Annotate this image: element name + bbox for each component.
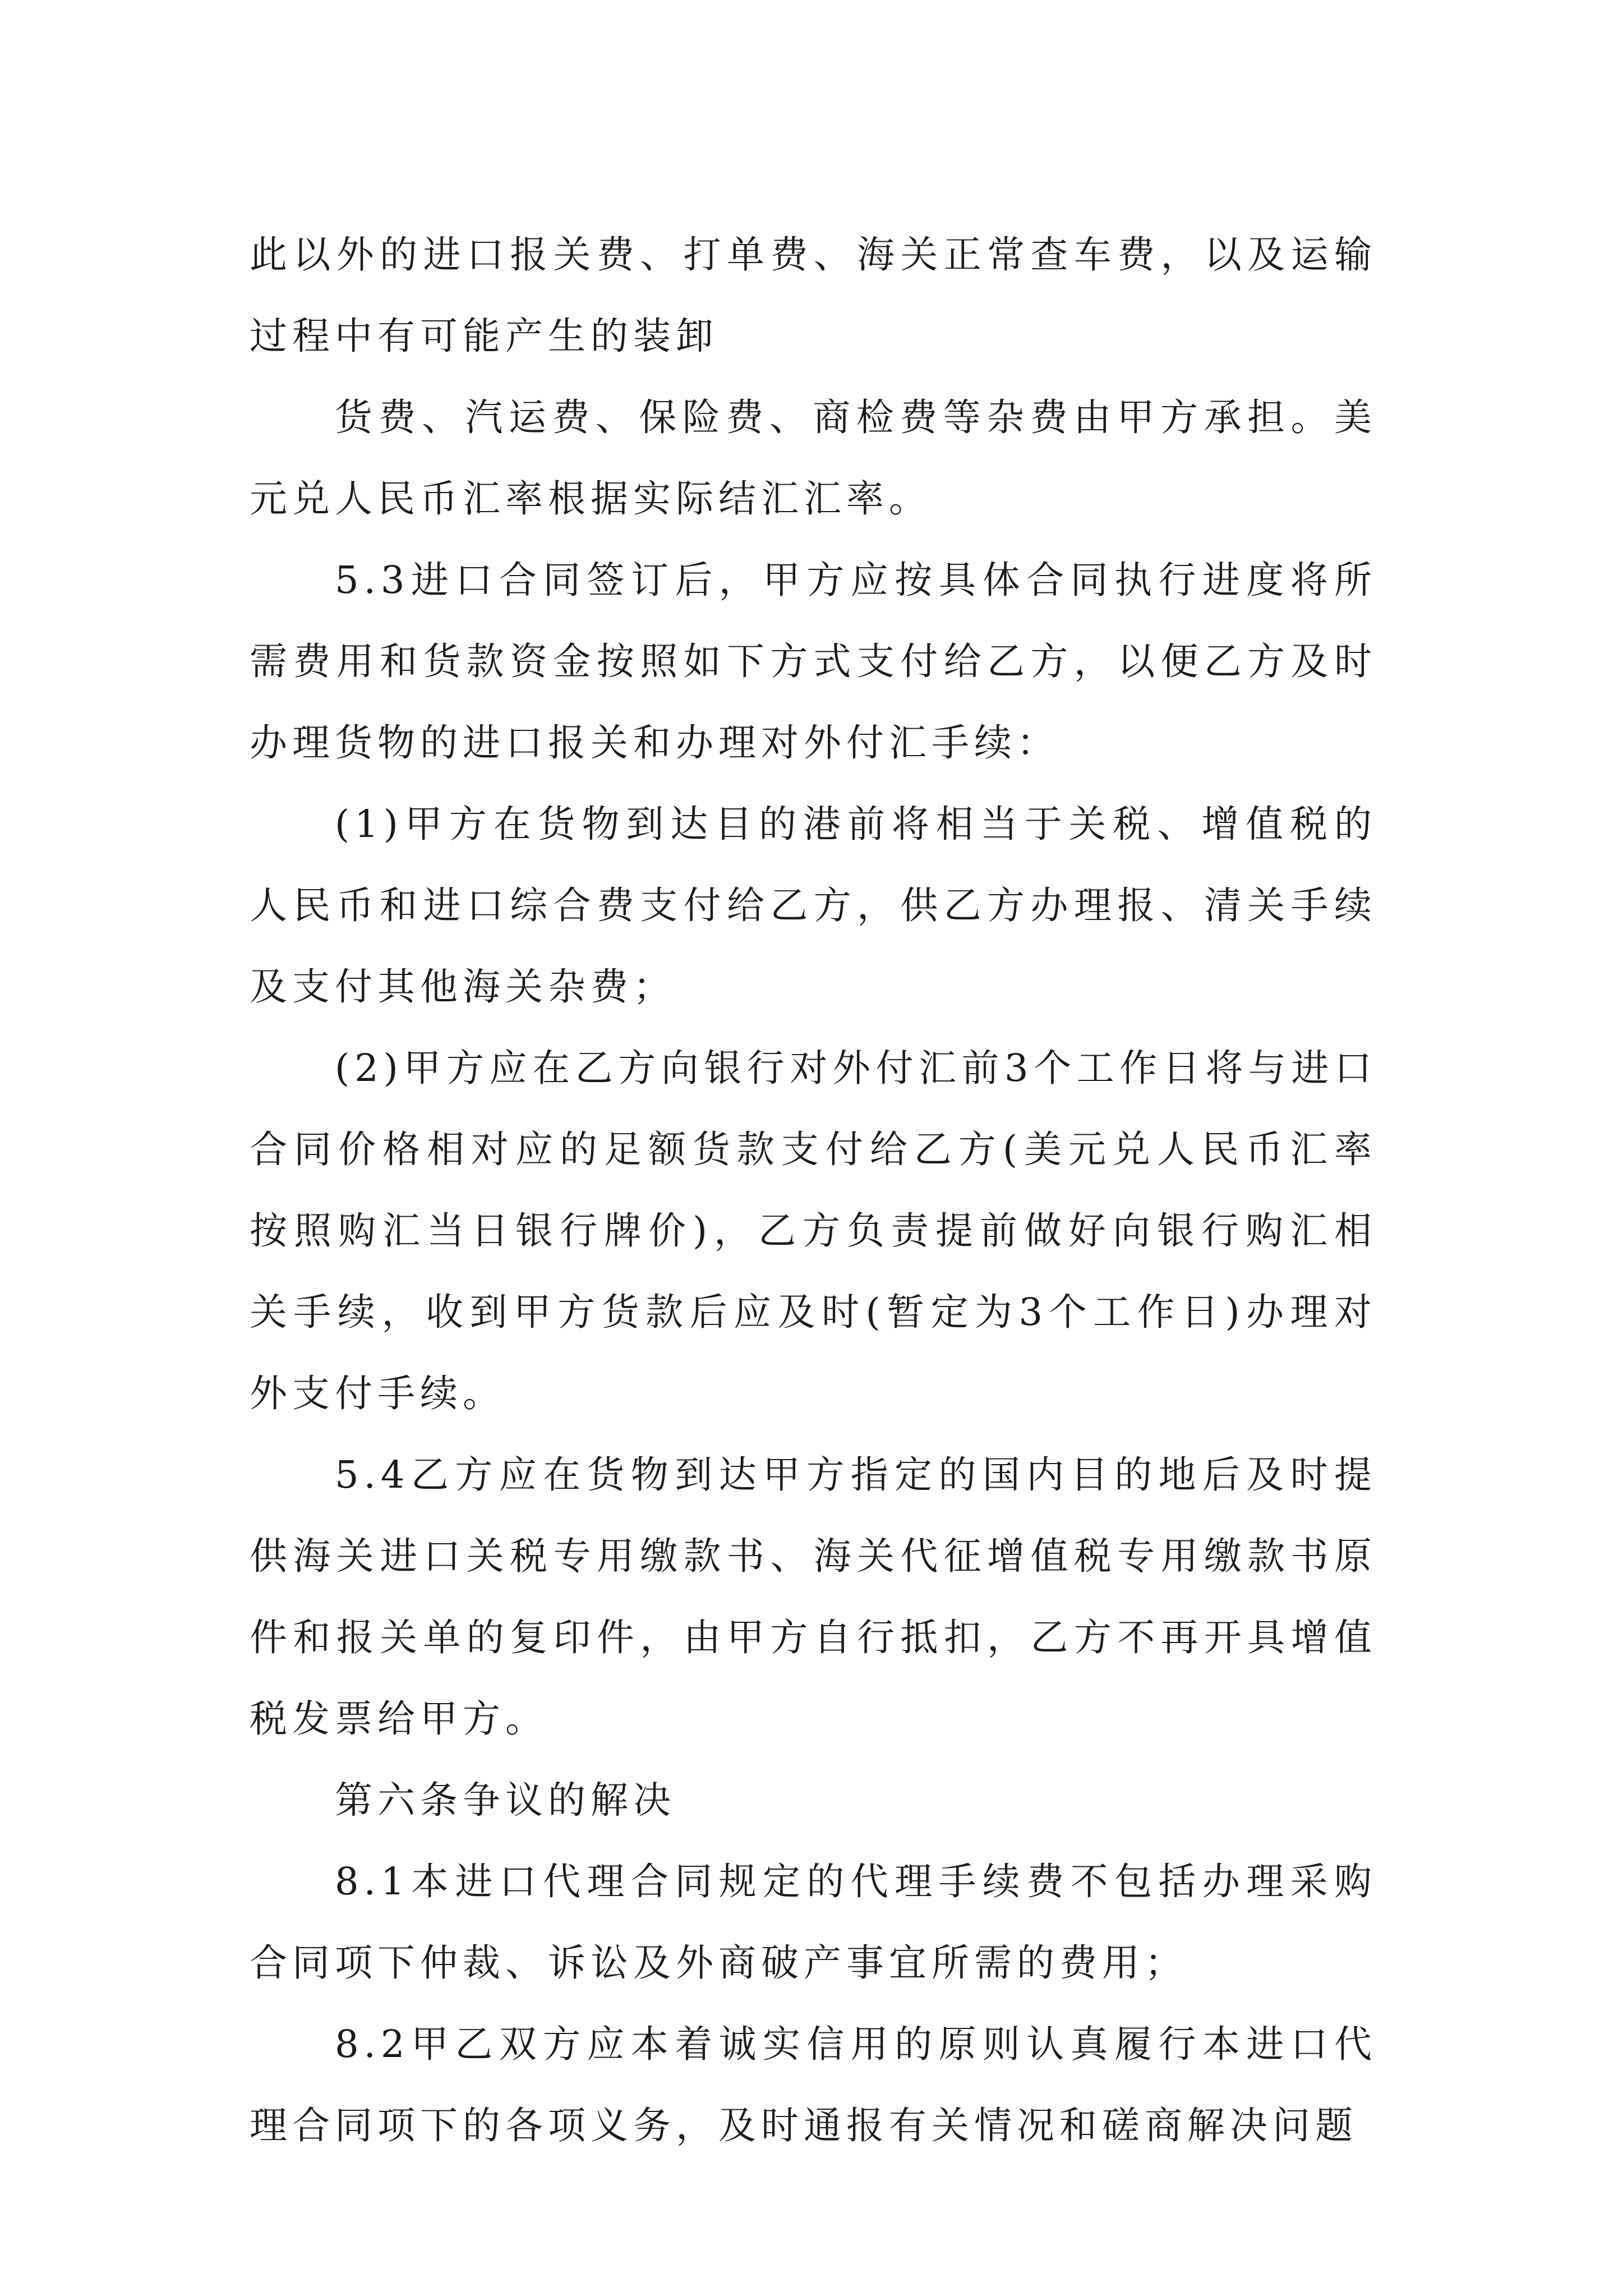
paragraph-2: 货费、汽运费、保险费、商检费等杂费由甲方承担。美元兑人民币汇率根据实际结汇汇率。 [250,395,1377,521]
paragraph-4: (1)甲方在货物到达目的港前将相当于关税、增值税的人民币和进口综合费支付给乙方，供乙方办理报、清关手续及支付其他海关杂费； [250,802,1377,1009]
paragraph-5: (2)甲方应在乙方向银行对外付汇前3个工作日将与进口合同价格相对应的足额货款支付给乙方(美元兑人民币汇率按照购汇当日银行牌价)，乙方负责提前做好向银行购汇相关手续，收到甲方货款后应及时(暂定为3个工作日)办理对外支付手续。 [250,1046,1377,1415]
document-body [250,214,1377,2166]
paragraph-6: 5.4乙方应在货物到达甲方指定的国内目的地后及时提供海关进口关税专用缴款书、海关代征增值税专用缴款书原件和报关单的复印件，由甲方自行抵扣，乙方不再开具增值税发票给甲方。 [250,1453,1377,1741]
paragraph-8: 8.1本进口代理合同规定的代理手续费不包括办理采购合同项下仲裁、诉讼及外商破产事宜所需的费用； [250,1860,1377,1985]
paragraph-9: 8.2甲乙双方应本着诚实信用的原则认真履行本进口代理合同项下的各项义务，及时通报有关情况和磋商解决问题 [250,2022,1377,2147]
section-heading: 第六条争议的解决 [335,1778,676,1822]
paragraph-3: 5.3进口合同签订后，甲方应按具体合同执行进度将所需费用和货款资金按照如下方式支付给乙方，以便乙方及时办理货物的进口报关和办理对外付汇手续： [250,558,1377,765]
paragraph-1: 此以外的进口报关费、打单费、海关正常查车费，以及运输过程中有可能产生的装卸 [250,233,1377,358]
